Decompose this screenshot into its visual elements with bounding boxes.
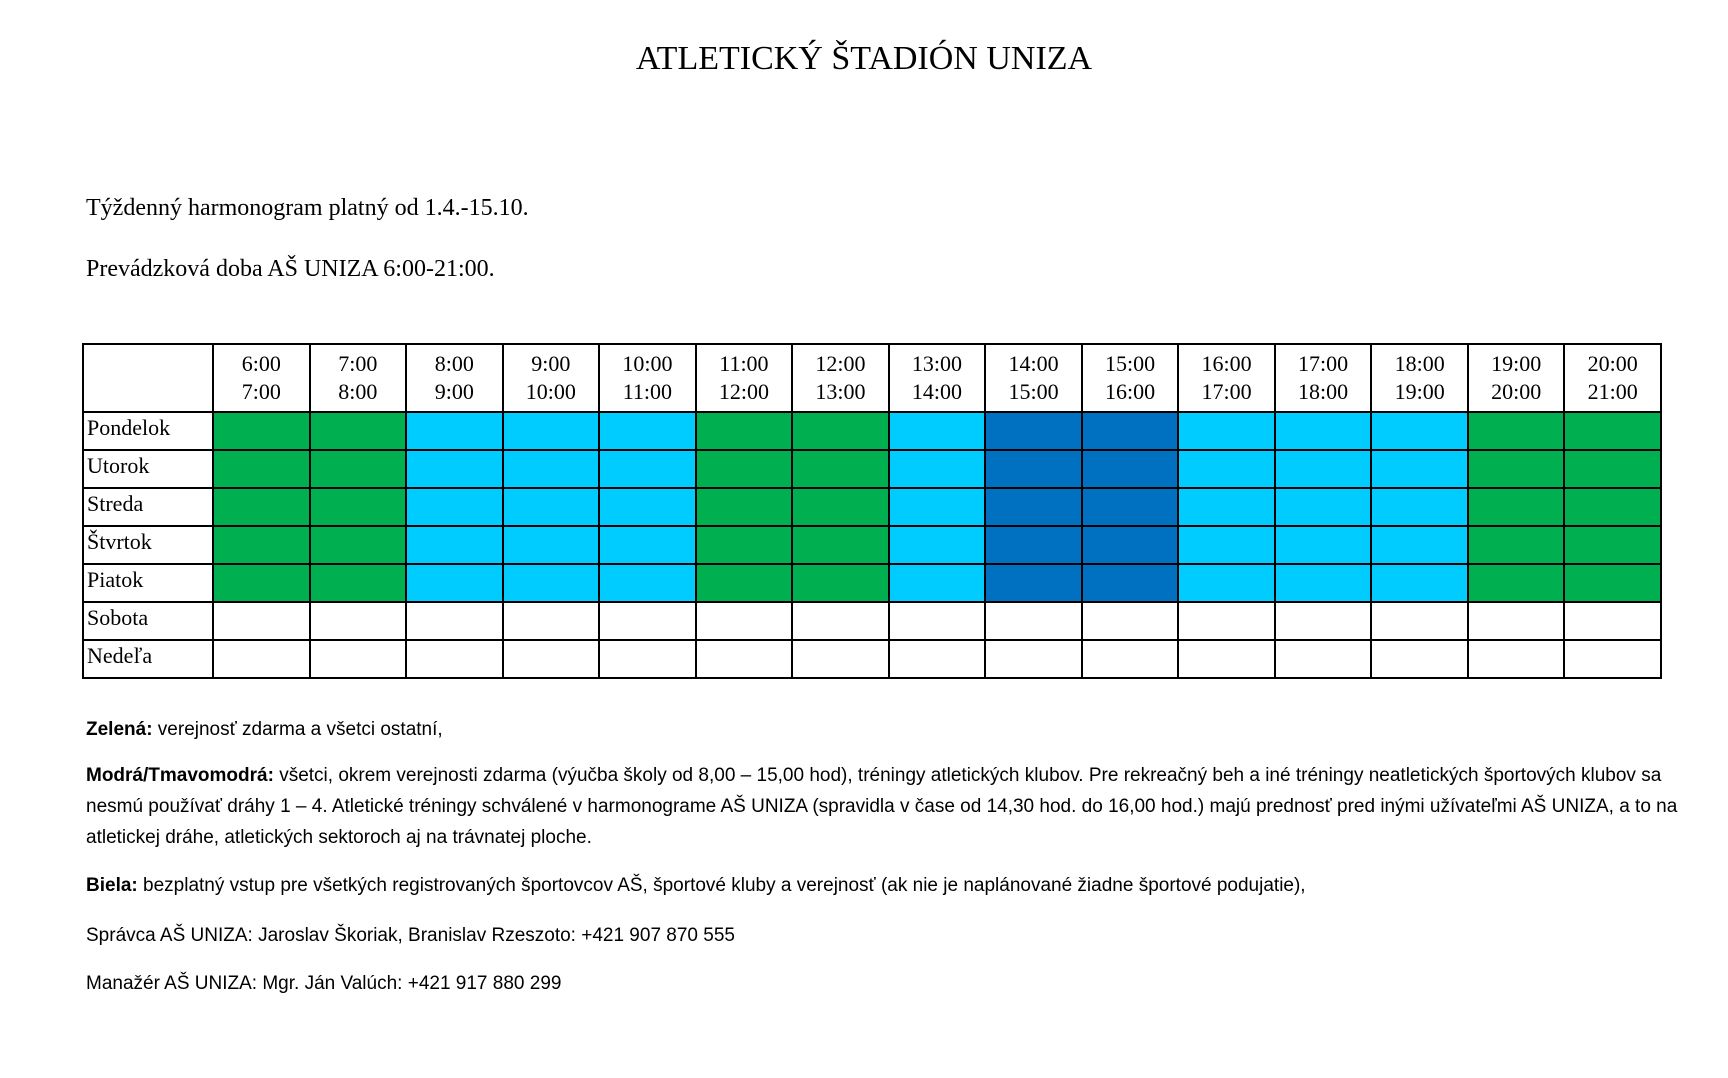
schedule-cell [1468, 640, 1565, 678]
schedule-cell [1371, 450, 1468, 488]
schedule-cell [310, 450, 407, 488]
schedule-cell [406, 526, 503, 564]
schedule-cell [985, 488, 1082, 526]
schedule-cell [503, 412, 600, 450]
day-label: Nedeľa [83, 640, 213, 678]
schedule-cell [406, 412, 503, 450]
day-label: Štvrtok [83, 526, 213, 564]
time-slot-end: 19:00 [1394, 379, 1445, 404]
time-slot-end: 8:00 [338, 379, 378, 404]
time-slot-end: 16:00 [1104, 379, 1156, 404]
schedule-cell [1178, 488, 1275, 526]
time-slot-end: 20:00 [1491, 379, 1542, 404]
schedule-cell [1082, 640, 1179, 678]
schedule-cell [1564, 640, 1661, 678]
schedule-cell [889, 564, 986, 602]
schedule-cell [889, 488, 986, 526]
schedule-cell [599, 564, 696, 602]
schedule-cell [985, 640, 1082, 678]
schedule-cell [406, 450, 503, 488]
time-slot-end: 11:00 [622, 379, 673, 404]
schedule-cell [889, 640, 986, 678]
time-slot-header [792, 344, 889, 412]
schedule-cell [889, 412, 986, 450]
schedule-cell [213, 640, 310, 678]
schedule-cell [1178, 412, 1275, 450]
schedule-cell [213, 526, 310, 564]
time-slot-header [1082, 344, 1179, 412]
schedule-cell [1178, 450, 1275, 488]
schedule-cell [406, 564, 503, 602]
schedule-cell [1371, 564, 1468, 602]
time-slot-header [599, 344, 696, 412]
time-slot-header [213, 344, 310, 412]
schedule-cell [1468, 450, 1565, 488]
schedule-cell [599, 412, 696, 450]
schedule-cell [213, 488, 310, 526]
schedule-cell [792, 488, 889, 526]
schedule-cell [310, 602, 407, 640]
schedule-cell [1564, 564, 1661, 602]
schedule-cell [1275, 602, 1372, 640]
schedule-cell [1564, 450, 1661, 488]
table-row [83, 640, 1661, 678]
time-slot-start: 13:00 [911, 351, 963, 376]
schedule-cell [889, 602, 986, 640]
schedule-cell [599, 450, 696, 488]
time-slot-end: 9:00 [434, 379, 474, 404]
schedule-cell [1371, 640, 1468, 678]
time-slot-header [1275, 344, 1372, 412]
time-slot-start: 7:00 [338, 351, 378, 376]
table-header-row [83, 344, 1661, 412]
day-label: Streda [83, 488, 213, 526]
schedule-cell [503, 450, 600, 488]
table-row [83, 488, 1661, 526]
time-slot-header [1564, 344, 1661, 412]
schedule-cell [599, 640, 696, 678]
schedule-cell [503, 564, 600, 602]
legend-white [86, 870, 1686, 901]
schedule-cell [213, 412, 310, 450]
schedule-cell [985, 564, 1082, 602]
time-slot-start: 9:00 [531, 351, 571, 376]
time-slot-end: 15:00 [1008, 379, 1059, 404]
schedule-cell [503, 526, 600, 564]
schedule-cell [1564, 412, 1661, 450]
legend-green-label: Zelená: [86, 719, 153, 740]
schedule-cell [1082, 488, 1179, 526]
schedule-cell [310, 526, 407, 564]
schedule-cell [1468, 412, 1565, 450]
time-slot-header [696, 344, 793, 412]
schedule-cell [599, 526, 696, 564]
schedule-cell [1082, 602, 1179, 640]
legend-blue-text: všetci, okrem verejnosti zdarma (výučba školy od 8,00 – 15,00 hod), tréningy atletických klubov. Pre rekreačný beh a iné tréningy neatletických športových klubov sa nesmú používať dráhy 1 – 4. Atletické tréningy schválené v harmonograme AŠ UNIZA (spravidla v čase od 14,30 hod. do 16,00 hod.) majú prednosť pred inými užívateľmi AŠ UNIZA, a to na atletickej dráhe, atletických sektoroch aj na trávnatej ploche. [86, 765, 1678, 848]
schedule-cell [503, 640, 600, 678]
legend-green [86, 714, 1686, 745]
time-slot-end: 14:00 [911, 379, 963, 404]
legend-green-text: verejnosť zdarma a všetci ostatní, [152, 719, 443, 740]
schedule-cell [213, 564, 310, 602]
header-corner-cell [83, 344, 213, 412]
time-slot-header [985, 344, 1082, 412]
day-label: Utorok [83, 450, 213, 488]
time-slot-start: 19:00 [1491, 351, 1542, 376]
schedule-cell [1275, 640, 1372, 678]
schedule-cell [1564, 526, 1661, 564]
time-slot-start: 10:00 [622, 351, 673, 376]
validity-text: Týždenný harmonogram platný od 1.4.-15.10. [86, 195, 529, 221]
schedule-cell [1371, 602, 1468, 640]
time-slot-start: 20:00 [1587, 351, 1638, 376]
schedule-cell [696, 412, 793, 450]
schedule-cell [696, 640, 793, 678]
schedule-cell [1178, 526, 1275, 564]
table-row [83, 564, 1661, 602]
schedule-cell [889, 450, 986, 488]
schedule-cell [1082, 412, 1179, 450]
time-slot-start: 14:00 [1008, 351, 1059, 376]
schedule-cell [310, 412, 407, 450]
schedule-cell [1275, 488, 1372, 526]
page-title: ATLETICKÝ ŠTADIÓN UNIZA [635, 40, 1093, 77]
time-slot-end: 21:00 [1587, 379, 1638, 404]
schedule-cell [1275, 450, 1372, 488]
time-slot-header [889, 344, 986, 412]
schedule-cell [1178, 640, 1275, 678]
schedule-cell [1178, 602, 1275, 640]
schedule-cell [1468, 488, 1565, 526]
schedule-cell [1275, 412, 1372, 450]
time-slot-end: 10:00 [525, 379, 576, 404]
schedule-cell [310, 640, 407, 678]
legend-blue-label: Modrá/Tmavomodrá: [86, 765, 274, 786]
admin-contact: Správca AŠ UNIZA: Jaroslav Škoriak, Branislav Rzeszoto: +421 907 870 555 [86, 925, 735, 946]
schedule-cell [406, 602, 503, 640]
schedule-cell [599, 602, 696, 640]
schedule-cell [696, 526, 793, 564]
weekly-schedule-table [82, 343, 1662, 679]
time-slot-start: 18:00 [1394, 351, 1445, 376]
time-slot-header [406, 344, 503, 412]
schedule-cell [1082, 526, 1179, 564]
schedule-cell [503, 602, 600, 640]
legend-blue [86, 760, 1686, 853]
table-row [83, 412, 1661, 450]
time-slot-start: 17:00 [1298, 351, 1349, 376]
schedule-cell [985, 526, 1082, 564]
schedule-cell [792, 640, 889, 678]
time-slot-start: 16:00 [1201, 351, 1252, 376]
operating-hours-text: Prevádzková doba AŠ UNIZA 6:00-21:00. [86, 256, 495, 282]
schedule-cell [792, 450, 889, 488]
schedule-cell [696, 488, 793, 526]
time-slot-end: 13:00 [815, 379, 866, 404]
schedule-cell [985, 450, 1082, 488]
table-row [83, 526, 1661, 564]
schedule-cell [1178, 564, 1275, 602]
schedule-cell [1468, 564, 1565, 602]
time-slot-end: 12:00 [718, 379, 769, 404]
legend-white-label: Biela: [86, 875, 138, 896]
schedule-cell [1371, 488, 1468, 526]
schedule-cell [889, 526, 986, 564]
day-label: Piatok [83, 564, 213, 602]
time-slot-start: 15:00 [1104, 351, 1156, 376]
schedule-cell [406, 488, 503, 526]
time-slot-start: 6:00 [241, 351, 281, 376]
schedule-cell [792, 412, 889, 450]
schedule-cell [792, 602, 889, 640]
schedule-cell [1082, 564, 1179, 602]
time-slot-start: 12:00 [815, 351, 866, 376]
time-slot-start: 8:00 [434, 351, 474, 376]
time-slot-end: 18:00 [1298, 379, 1349, 404]
schedule-cell [696, 564, 793, 602]
schedule-cell [985, 602, 1082, 640]
day-label: Pondelok [83, 412, 213, 450]
time-slot-header [310, 344, 407, 412]
day-label: Sobota [83, 602, 213, 640]
schedule-cell [1564, 488, 1661, 526]
schedule-cell [213, 602, 310, 640]
schedule-cell [792, 526, 889, 564]
time-slot-header [1178, 344, 1275, 412]
schedule-cell [213, 450, 310, 488]
schedule-cell [1371, 412, 1468, 450]
schedule-cell [1468, 602, 1565, 640]
schedule-cell [1275, 526, 1372, 564]
schedule-cell [792, 564, 889, 602]
schedule-cell [1275, 564, 1372, 602]
schedule-cell [985, 412, 1082, 450]
time-slot-start: 11:00 [719, 351, 769, 376]
time-slot-header [503, 344, 600, 412]
schedule-cell [599, 488, 696, 526]
schedule-cell [310, 564, 407, 602]
schedule-cell [1564, 602, 1661, 640]
time-slot-header [1468, 344, 1565, 412]
table-row [83, 450, 1661, 488]
schedule-cell [1468, 526, 1565, 564]
time-slot-end: 17:00 [1201, 379, 1252, 404]
table-row [83, 602, 1661, 640]
schedule-cell [406, 640, 503, 678]
schedule-cell [696, 450, 793, 488]
schedule-cell [503, 488, 600, 526]
time-slot-header [1371, 344, 1468, 412]
schedule-cell [1371, 526, 1468, 564]
schedule-cell [696, 602, 793, 640]
manager-contact: Manažér AŠ UNIZA: Mgr. Ján Valúch: +421 917 880 299 [86, 973, 562, 994]
schedule-cell [1082, 450, 1179, 488]
legend-white-text: bezplatný vstup pre všetkých registrovaných športovcov AŠ, športové kluby a verejnosť (ak nie je naplánované žiadne športové podujatie), [137, 875, 1306, 896]
time-slot-end: 7:00 [241, 379, 281, 404]
schedule-cell [310, 488, 407, 526]
